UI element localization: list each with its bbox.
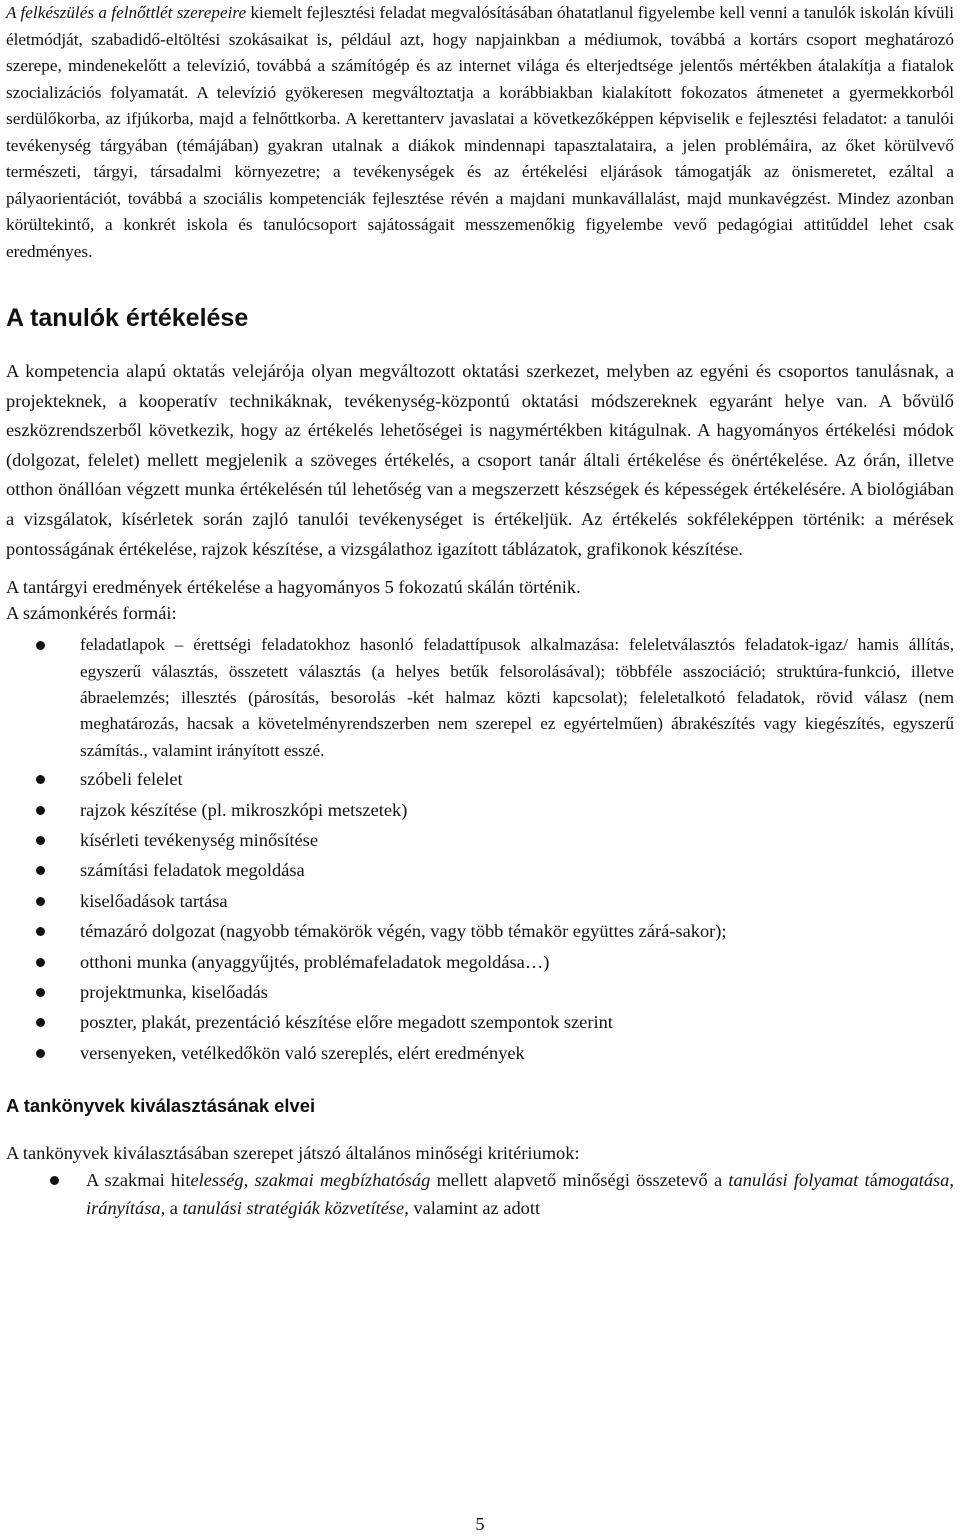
list-item: számítási feladatok megoldása — [6, 855, 954, 885]
list-item: feladatlapok – érettségi feladatokhoz hasonló feladattípusok alkalmazása: feleletválasztós feladatok-igaz/ hamis állítás, egyszerű választás, összetett választás (a helyes betűk felsorolásával); többféle asszociáció; struktúra-funkció, illetve ábraelemzés; illesztés (párosítás, besorolás -két halmaz közti kapcsolat); feleletalkotó feladatok, rövid válasz (nem meghatározás, hacsak a követelményrendszerben nem szerepel ez egyértelműen) ábrakészítés vagy kiegészítés, egyszerű számítás., valamint irányított esszé. — [6, 632, 954, 764]
intro-text-1: kiemelt fejlesztési feladat megvalósításában óhatatlanul figyelembe kell venni a tanulók iskolán kívüli életmódját, szabadidő-eltöltési szokásaikat is, például azt, hogy napjainkban a médiumok, továbbá a kortárs csoport meghatározó szerepe, mindenekelőtt a televízió, továbbá a számítógép és az internet világa és elterjedtsége jelentős mértékben átalakítja a fiatalok szocializációs folyamatát. — [6, 3, 954, 102]
list-item: projektmunka, kiselőadás — [6, 977, 954, 1007]
crit-text-5: á — [869, 1170, 878, 1191]
crit-text-10: tanulási stratégiák közvetítése — [182, 1198, 405, 1219]
crit-text-6: mogatása — [877, 1170, 950, 1191]
list-item: témazáró dolgozat (nagyobb témakörök végén, vagy több témakör együttes zárá-sakor); — [6, 916, 954, 946]
list-item: otthoni munka (anyaggyűjtés, problémafeladatok megoldása…) — [6, 947, 954, 977]
crit-text-1: A szakmai hit — [86, 1170, 191, 1191]
list-item: kísérleti tevékenység minősítése — [6, 825, 954, 855]
forms-list — [6, 632, 954, 1068]
criteria-list — [6, 1166, 954, 1222]
section-paragraph: A kompetencia alapú oktatás velejárója olyan megváltozott oktatási szerkezet, melyben az egyéni és csoportos tanulásnak, a projekteknek, a kooperatív technikáknak, tevékenység-központú oktatási módszereknek egyaránt helye van. A bővülő eszközrendszerből következik, hogy az értékelés lehetőségei is nagymértékben kitágulnak. A hagyományos értékelési módok (dolgozat, felelet) mellett megjelenik a szöveges értékelés, a csoport tanár általi értékelése és önértékelése. Az órán, illetve otthon önállóan végzett munka értékelésén túl lehetőség van a megszerzett készségek és képességek értékelésére. A biológiában a vizsgálatok, kísérletek során zajló tanulói tevékenységet is értékeljük. Az értékelés sokféleképpen történik: a mérések pontosságának értékelése, rajzok készítése, a vizsgálathoz igazított táblázatok, grafikonok készítése. — [6, 361, 954, 559]
list-item — [6, 1166, 954, 1222]
crit-text-4: tanulási folyamat t — [728, 1170, 870, 1191]
scale-line: A tantárgyi eredmények értékelése a hagyományos 5 fokozatú skálán történik. — [6, 577, 581, 598]
intro-text-4: Mindez azonban körültekintő, a konkrét iskola és tanulócsoport sajátosságait messzemenőkig figyelembe vevő pedagógiai attitűddel lehet csak eredményes. — [6, 188, 954, 261]
list-item: rajzok készítése (pl. mikroszkópi metszetek) — [6, 795, 954, 825]
intro-text-3: A kerettanterv javaslatai a következőképpen képviselik e fejlesztési feladatot: a tanulói tevékenység tárgyában (témájában) gyakran utalnak a diákok mindennapi tapasztalataira, a jelen problémáira, az őket körülvevő természeti, tárgyi, társadalmi környezetre; a tevékenységek és az értékelési eljárások támogatják az önismeretet, ezáltal a pályaorientációt, továbbá a szociális kompetenciák fejlesztése révén a majdani munkavállalást, majd munkavégzést. — [6, 109, 954, 208]
list-item: szóbeli felelet — [6, 764, 954, 794]
crit-text-8: irányítása, — [86, 1198, 166, 1219]
forms-label: A számonkérés formái: — [6, 603, 177, 624]
textbooks-title: A tankönyvek kiválasztásának elvei — [6, 1095, 316, 1117]
intro-lead: A felkészülés a felnőttlét szerepeire — [6, 3, 247, 22]
intro-text-2: A televízió gyökeresen megváltoztatja a korábbiakban kialakított fokozatos átmenetet a gyermekkorból serdülőkorba, az ifjúkorba, majd a felnőttkorba. — [6, 82, 954, 128]
section-title: A tanulók értékelése — [6, 304, 249, 332]
textbooks-intro: A tankönyvek kiválasztásában szerepet játszó általános minőségi kritériumok: — [6, 1143, 580, 1164]
list-item: kiselőadások tartása — [6, 886, 954, 916]
crit-text-7: , — [949, 1170, 954, 1191]
crit-text-3: mellett alapvető minőségi összetevő a — [430, 1170, 729, 1191]
list-item: versenyeken, vetélkedőkön való szereplés, elért eredmények — [6, 1038, 954, 1068]
document-page — [6, 0, 954, 1222]
page-number: 5 — [475, 1514, 485, 1534]
intro-paragraph — [6, 0, 954, 265]
list-item: poszter, plakát, prezentáció készítése előre megadott szempontok szerint — [6, 1007, 954, 1037]
crit-text-9: a — [165, 1198, 183, 1219]
crit-text-2: elesség, szakmai megbízhatóság — [190, 1170, 431, 1191]
crit-text-11: , valamint az adott — [404, 1198, 541, 1219]
